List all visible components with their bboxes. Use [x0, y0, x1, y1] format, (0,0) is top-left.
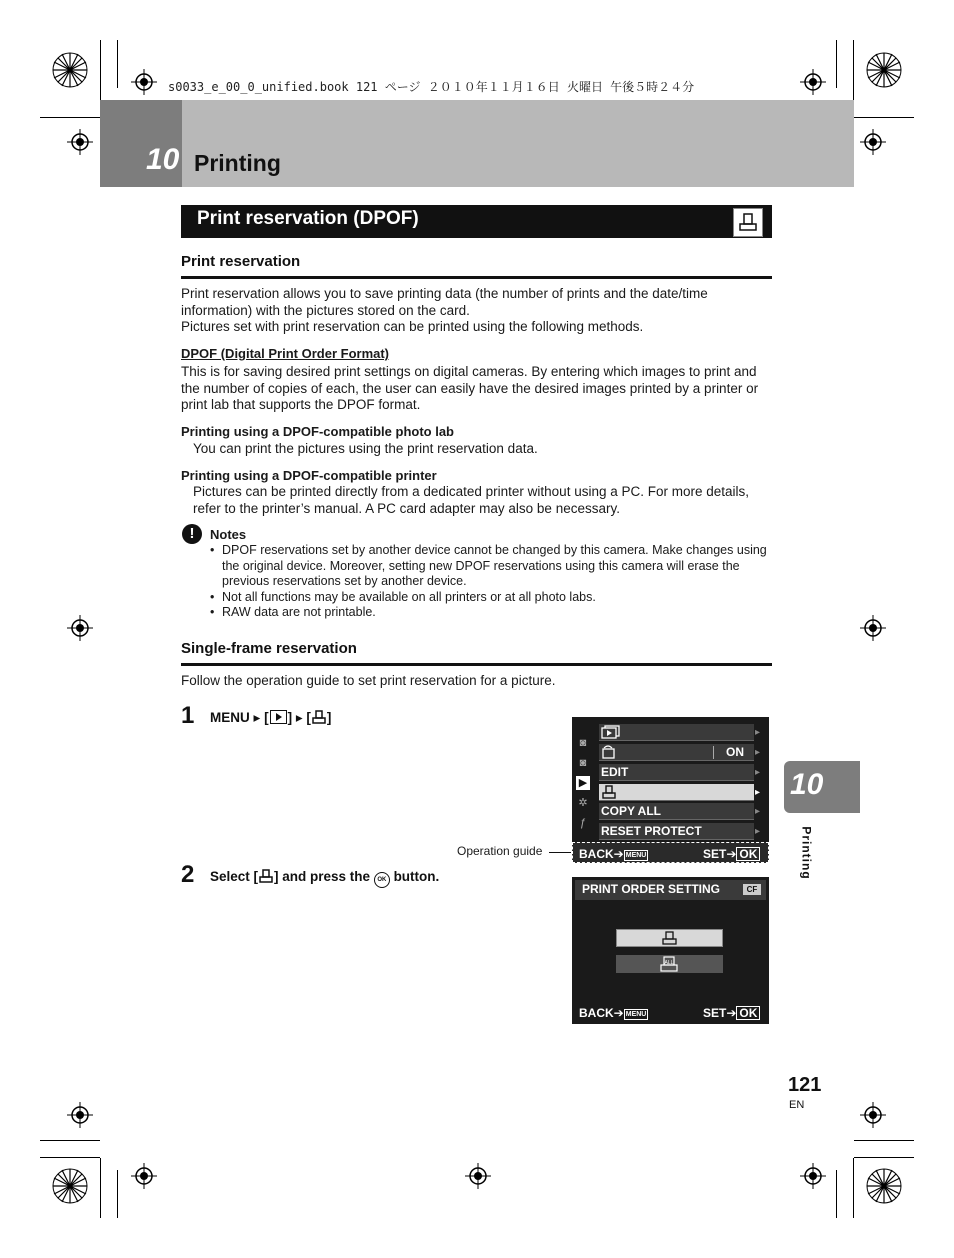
chevron-right-icon: ▸ — [755, 767, 761, 778]
arrow-right-icon: ▸ — [253, 710, 261, 725]
dpof-paragraph: This is for saving desired print settings on digital cameras. By entering which images to print and the number of copies of each, the user can easily have the desired images printed by a printer or print lab that supports the DPOF format. — [181, 364, 759, 412]
camera-tab-2-icon: ◙ — [579, 757, 587, 769]
note-item: • DPOF reservations set by another device cannot be changed by this camera. Make changes using the original device. Moreover, setting new DPOF reservations using this camera will erase the previous reservations set by another device. — [208, 543, 773, 590]
single-frame-heading: Single-frame reservation — [181, 640, 357, 657]
setup-wrench-icon: ƒ — [579, 817, 587, 829]
notes-heading: Notes — [210, 527, 247, 542]
trim-line — [836, 40, 837, 88]
set-guide[interactable]: SET➔ OK — [703, 847, 760, 861]
trim-line — [117, 40, 118, 88]
chevron-right-icon: ▸ — [755, 787, 761, 798]
page-number: 121 — [788, 1074, 822, 1096]
crosshair-mark-icon — [860, 129, 886, 155]
ok-button-icon: OK — [374, 872, 390, 888]
print-reservation-icon — [311, 710, 327, 725]
crosshair-mark-icon — [800, 69, 826, 95]
print-header-line: s0033_e_00_0_unified.book 121 ページ ２０１０年１１月１６日 火曜日 午後５時２４分 — [168, 80, 695, 94]
printer-heading: Printing using a DPOF-compatible printer — [181, 468, 437, 483]
menu-row-slideshow[interactable] — [599, 724, 754, 741]
menu-row-edit[interactable]: EDIT — [599, 764, 754, 781]
set-guide[interactable]: SET➔ OK — [703, 1006, 760, 1020]
photolab-heading: Printing using a DPOF-compatible photo lab — [181, 424, 454, 439]
rotate-icon — [601, 745, 617, 759]
ok-button-icon: OK — [736, 1006, 760, 1020]
menu-button-icon: MENU — [625, 1011, 647, 1018]
svg-text:ALL: ALL — [664, 960, 674, 966]
intro-paragraph: Pictures set with print reservation can be printed using the following methods. — [181, 319, 644, 334]
arrow-right-icon: ➔ — [613, 1006, 624, 1020]
arrow-right-icon: ➔ — [726, 1006, 737, 1020]
callout-line — [549, 852, 571, 853]
trim-line — [853, 1158, 854, 1218]
trim-line — [117, 1170, 118, 1218]
crosshair-mark-icon — [67, 129, 93, 155]
trim-line — [100, 40, 101, 100]
notes-list — [208, 543, 773, 621]
registration-star-icon — [866, 52, 902, 88]
playback-icon — [270, 710, 287, 724]
single-frame-paragraph: Follow the operation guide to set print reservation for a picture. — [181, 673, 556, 688]
step-number: 2 — [181, 861, 195, 888]
arrow-right-icon: ➔ — [613, 847, 624, 861]
crosshair-mark-icon — [860, 615, 886, 641]
trim-line — [40, 1140, 100, 1141]
playback-tab-icon: ▶ — [576, 776, 590, 790]
crosshair-mark-icon — [67, 615, 93, 641]
trim-line — [40, 117, 100, 118]
menu-row-reset-protect[interactable]: RESET PROTECT — [599, 823, 754, 840]
crosshair-mark-icon — [465, 1163, 491, 1189]
side-tab-number: 10 — [790, 768, 824, 801]
all-print-option[interactable] — [616, 955, 723, 973]
arrow-right-icon: ➔ — [726, 847, 737, 861]
menu-button-icon: MENU — [625, 852, 647, 859]
camera-menu-tabs — [576, 736, 592, 836]
note-item: • RAW data are not printable. — [208, 605, 773, 621]
menu-row-print-reservation[interactable] — [599, 784, 754, 801]
chevron-right-icon: ▸ — [755, 747, 761, 758]
trim-line — [836, 1170, 837, 1218]
chevron-right-icon: ▸ — [755, 727, 761, 738]
cf-card-badge: CF — [743, 884, 761, 895]
crosshair-mark-icon — [131, 1163, 157, 1189]
menu-row-copy-all[interactable]: COPY ALL — [599, 803, 754, 820]
crosshair-mark-icon — [67, 1102, 93, 1128]
back-guide[interactable]: BACK➔ MENU — [579, 847, 647, 861]
menu-label: MENU — [210, 710, 250, 725]
note-item: • Not all functions may be available on all printers or at all photo labs. — [208, 590, 773, 606]
printer-paragraph: Pictures can be printed directly from a dedicated printer without using a PC. For more details, refer to the printer’s manual. A PC card adapter may also be necessary. — [193, 484, 750, 516]
print-reservation-icon — [601, 785, 617, 799]
crosshair-mark-icon — [131, 69, 157, 95]
dpof-heading: DPOF (Digital Print Order Format) — [181, 346, 390, 361]
operation-guide-label: Operation guide — [457, 844, 543, 858]
photolab-paragraph: You can print the pictures using the print reservation data. — [193, 441, 538, 456]
ok-button-icon: OK — [736, 847, 760, 861]
intro-paragraph: Print reservation allows you to save printing data (the number of prints and the date/time information) with the pictures stored on the card. — [181, 286, 708, 318]
crosshair-mark-icon — [860, 1102, 886, 1128]
arrow-right-icon: ▸ — [295, 710, 303, 725]
print-reservation-icon — [733, 208, 763, 237]
chapter-title: Printing — [194, 150, 281, 176]
print-order-title: PRINT ORDER SETTING — [582, 882, 721, 896]
registration-star-icon — [52, 1168, 88, 1204]
trim-line — [100, 1158, 101, 1218]
single-print-option[interactable] — [616, 929, 723, 947]
trim-line — [853, 40, 854, 100]
chevron-right-icon: ▸ — [755, 826, 761, 837]
chapter-number: 10 — [146, 143, 180, 176]
print-all-icon — [616, 955, 723, 973]
crosshair-mark-icon — [800, 1163, 826, 1189]
menu-row-value: ON — [726, 745, 744, 759]
trim-line — [854, 1157, 914, 1158]
value-separator — [713, 746, 714, 759]
trim-line — [40, 1157, 100, 1158]
notes-icon: ! — [182, 524, 202, 544]
page-language: EN — [789, 1099, 805, 1111]
heading-rule — [181, 276, 772, 279]
side-tab-label: Printing — [799, 826, 814, 880]
print-reservation-icon — [617, 930, 724, 946]
print-reservation-heading: Print reservation — [181, 253, 301, 270]
step-1-instruction: MENU ▸ [ ] ▸ [ ] — [210, 710, 332, 725]
trim-line — [854, 117, 914, 118]
registration-star-icon — [866, 1168, 902, 1204]
trim-line — [854, 1140, 914, 1141]
custom-tab-icon: ✲ — [578, 797, 588, 809]
step-number: 1 — [181, 702, 195, 729]
step-2-instruction: Select [ ] and press the OK button. — [210, 869, 439, 888]
registration-star-icon — [52, 52, 88, 88]
menu-row-rotate[interactable] — [599, 744, 754, 761]
section-title: Print reservation (DPOF) — [197, 208, 419, 229]
heading-rule — [181, 663, 772, 666]
chevron-right-icon: ▸ — [755, 806, 761, 817]
back-guide[interactable]: BACK➔ MENU — [579, 1006, 647, 1020]
print-reservation-icon — [258, 869, 274, 884]
slideshow-icon — [601, 725, 621, 739]
camera-tab-1-icon: ◙ — [579, 737, 587, 749]
